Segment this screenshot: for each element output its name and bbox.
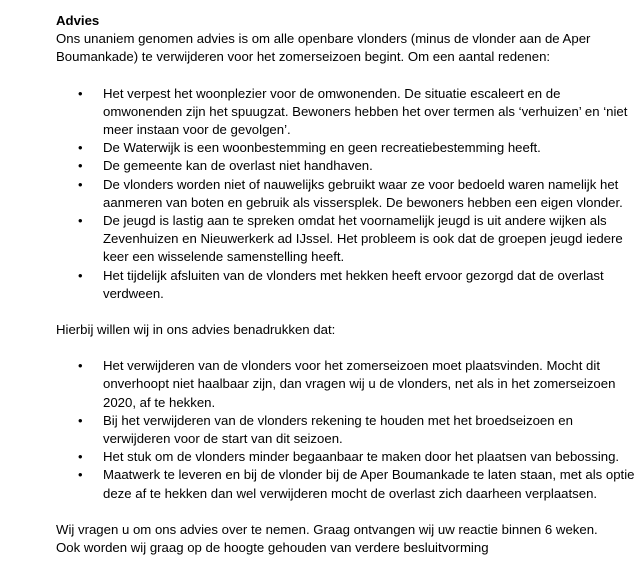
list-item-text: Het tijdelijk afsluiten van de vlonders met hekken heeft ervoor gezorgd dat de overlast verdween.	[103, 267, 604, 301]
bullet-icon: •	[78, 267, 83, 283]
list-item	[56, 412, 639, 448]
list-item	[56, 357, 639, 412]
bullet-icon: •	[78, 358, 83, 374]
spacer	[56, 339, 641, 357]
bullet-icon: •	[78, 158, 83, 174]
list-item-text: De gemeente kan de overlast niet handhaven.	[103, 158, 373, 174]
list-item-text: Maatwerk te leveren en bij de vlonder bij de Aper Boumankade te laten staan, met als optie deze af te hekken dan wel verwijderen mocht de overlast zich daarheen verplaatsen.	[103, 467, 635, 501]
closing-paragraph: Wij vragen u om ons advies over te nemen. Graag ontvangen wij uw reactie binnen 6 weken.	[56, 521, 598, 537]
spacer	[56, 67, 641, 85]
list-item-text: Het stuk om de vlonders minder begaanbaar te maken door het plaatsen van bebossing.	[103, 449, 620, 465]
emphasis-list	[56, 357, 641, 503]
list-item	[56, 267, 639, 303]
section-heading: Advies	[56, 13, 100, 28]
intro-paragraph: Ons unaniem genomen advies is om alle openbare vlonders (minus de vlonder aan de Aper Boumankade) te verwijderen voor het zomerseizoen begint. Om een aantal redenen:	[56, 31, 591, 65]
list-item	[56, 448, 639, 466]
bullet-icon: •	[78, 85, 83, 101]
list-item-text: De jeugd is lastig aan te spreken omdat het voornamelijk jeugd is uit andere wijken als Zevenhuizen en Nieuwerkerk ad IJssel. Het probleem is ook dat de groepen jeugd iedere keer een wisselende samenstelling heeft.	[103, 213, 623, 265]
bullet-icon: •	[78, 449, 83, 465]
list-item	[56, 212, 639, 267]
bullet-icon: •	[78, 467, 83, 483]
spacer	[56, 503, 641, 521]
reasons-list	[56, 85, 641, 303]
document-page	[56, 12, 641, 557]
emphasis-intro: Hierbij willen wij in ons advies benadrukken dat:	[56, 322, 336, 338]
bullet-icon: •	[78, 412, 83, 428]
list-item-text: Het verpest het woonplezier voor de omwonenden. De situatie escaleert en de omwonenden zijn het spuugzat. Bewoners hebben het over termen als ‘verhuizen’ en ‘niet meer instaan voor de gevolgen’.	[103, 85, 628, 138]
list-item	[56, 176, 639, 212]
bullet-icon: •	[78, 140, 83, 156]
closing-paragraph-2: Ook worden wij graag op de hoogte gehouden van verdere besluitvorming	[56, 540, 489, 556]
list-item	[56, 139, 639, 157]
list-item-text: De Waterwijk is een woonbestemming en geen recreatiebestemming heeft.	[103, 140, 541, 156]
list-item-text: Bij het verwijderen van de vlonders rekening te houden met het broedseizoen en verwijderen voor de start van dit seizoen.	[103, 412, 573, 447]
list-item-text: De vlonders worden niet of nauwelijks gebruikt waar ze voor bedoeld waren namelijk het aanmeren van boten en gebruik als vissersplek. De bewoners hebben een eigen vlonder.	[103, 176, 623, 210]
spacer	[56, 303, 641, 321]
list-item	[56, 157, 639, 175]
list-item	[56, 466, 639, 502]
list-item	[56, 85, 639, 140]
bullet-icon: •	[78, 176, 83, 192]
list-item-text: Het verwijderen van de vlonders voor het zomerseizoen moet plaatsvinden. Mocht dit onverhoopt niet haalbaar zijn, dan vragen wij u de vlonders, net als in het zomerseizoen 2020, af te hekken.	[103, 358, 616, 410]
bullet-icon: •	[78, 213, 83, 229]
